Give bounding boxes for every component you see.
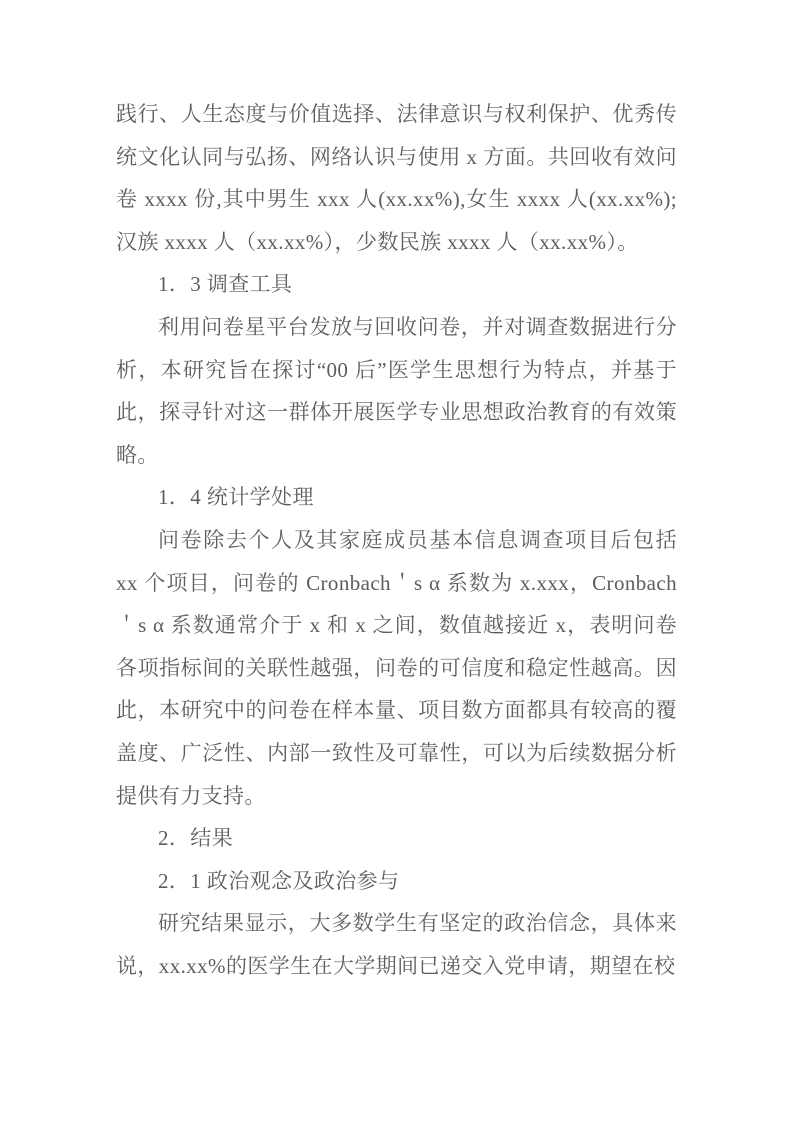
section-heading-2: 2．结果 [158, 826, 234, 851]
paragraph-results: 研究结果显示，大多数学生有坚定的政治信念，具体来说，xx.xx%的医学生在大学期间已递交入党申请，期望在校 [116, 911, 677, 978]
section-heading-2-1: 2．1 政治观念及政治参与 [158, 868, 400, 893]
paragraph-continuation: 践行、人生态度与价值选择、法律意识与权利保护、优秀传统文化认同与弘扬、网络认识与使用 x 方面。共回收有效问卷 xxxx 份,其中男生 xxx 人(xx.xx%),女生 xxxx 人(xx.xx%);汉族 xxxx 人（xx.xx%），少数民族 xxxx 人（xx.xx%）。 [116, 102, 677, 254]
section-heading-1-3: 1．3 调查工具 [158, 272, 293, 297]
paragraph-survey-tool: 利用问卷星平台发放与回收问卷，并对调查数据进行分析，本研究旨在探讨“00 后”医学生思想行为特点，并基于此，探寻针对这一群体开展医学专业思想政治教育的有效策略。 [116, 314, 677, 467]
document-body [116, 93, 677, 987]
section-heading-1-4: 1．4 统计学处理 [158, 485, 314, 510]
paragraph-statistics: 问卷除去个人及其家庭成员基本信息调查项目后包括 xx 个项目，问卷的 Cronbach＇s α 系数为 x.xxx，Cronbach＇s α 系数通常介于 x 和 x 之间，数值越接近 x，表明问卷各项指标间的关联性越强，问卷的可信度和稳定性越高。因此，本研究中的问卷在样本量、项目数方面都具有较高的覆盖度、广泛性、内部一致性及可靠性，可以为后续数据分析提供有力支持。 [116, 527, 677, 808]
